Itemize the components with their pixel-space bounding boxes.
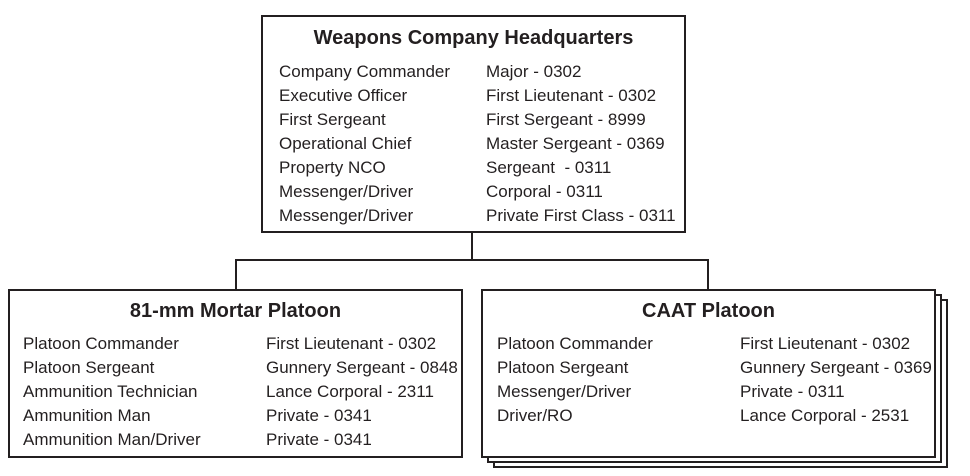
position-title: Ammunition Man/Driver [23, 430, 201, 449]
position-title: Platoon Commander [23, 334, 179, 353]
position-title: Executive Officer [279, 86, 408, 105]
rank-mos: Lance Corporal - 2311 [266, 382, 434, 401]
position-title: Ammunition Technician [23, 382, 198, 401]
caat-platoon-title: CAAT Platoon [642, 300, 775, 322]
caat-platoon-box [481, 289, 936, 458]
rank-mos: Gunnery Sergeant - 0369 [740, 358, 932, 377]
roster-row [23, 356, 458, 380]
roster-row [497, 380, 932, 404]
rank-mos: Gunnery Sergeant - 0848 [266, 358, 458, 377]
position-title: Driver/RO [497, 406, 573, 425]
rank-mos: First Lieutenant - 0302 [266, 334, 437, 353]
rank-mos: Private First Class - 0311 [486, 206, 676, 225]
roster-row [279, 132, 676, 156]
position-title: Operational Chief [279, 134, 412, 153]
position-title: Platoon Commander [497, 334, 653, 353]
mortar-platoon-title: 81-mm Mortar Platoon [129, 300, 342, 322]
position-title: First Sergeant [279, 110, 386, 129]
rank-mos: Sergeant - 0311 [486, 158, 612, 177]
position-title: Platoon Sergeant [23, 358, 155, 377]
roster-row [279, 60, 676, 84]
roster-row [279, 204, 676, 228]
headquarters-title: Weapons Company Headquarters [313, 27, 634, 49]
rank-mos: Corporal - 0311 [486, 182, 603, 201]
position-title: Messenger/Driver [279, 206, 414, 225]
roster-row [279, 156, 676, 180]
position-title: Ammunition Man [23, 406, 151, 425]
roster-row [497, 404, 932, 428]
rank-mos: Private - 0311 [740, 382, 845, 401]
rank-mos: Private - 0341 [266, 430, 372, 449]
roster-row [23, 380, 458, 404]
roster-row [279, 84, 676, 108]
position-title: Messenger/Driver [279, 182, 414, 201]
rank-mos: Major - 0302 [486, 62, 582, 81]
connector-caat-drop [707, 259, 709, 290]
connector-horizontal [235, 259, 709, 261]
roster-row [23, 404, 458, 428]
roster-row [23, 428, 458, 452]
position-title: Platoon Sergeant [497, 358, 629, 377]
headquarters-roster [279, 60, 676, 228]
mortar-platoon-roster [23, 332, 458, 452]
roster-row [279, 108, 676, 132]
roster-row [497, 332, 932, 356]
mortar-platoon-box [8, 289, 463, 458]
position-title: Property NCO [279, 158, 386, 177]
caat-platoon-roster [497, 332, 932, 428]
connector-mortar-drop [235, 259, 237, 290]
roster-row [279, 180, 676, 204]
rank-mos: First Lieutenant - 0302 [486, 86, 657, 105]
roster-row [497, 356, 932, 380]
connector-hq-stem [471, 231, 473, 260]
roster-row [23, 332, 458, 356]
rank-mos: Lance Corporal - 2531 [740, 406, 910, 425]
rank-mos: Master Sergeant - 0369 [486, 134, 665, 153]
position-title: Messenger/Driver [497, 382, 632, 401]
rank-mos: First Lieutenant - 0302 [740, 334, 911, 353]
rank-mos: First Sergeant - 8999 [486, 110, 646, 129]
headquarters-box [261, 15, 686, 233]
rank-mos: Private - 0341 [266, 406, 372, 425]
position-title: Company Commander [279, 62, 451, 81]
